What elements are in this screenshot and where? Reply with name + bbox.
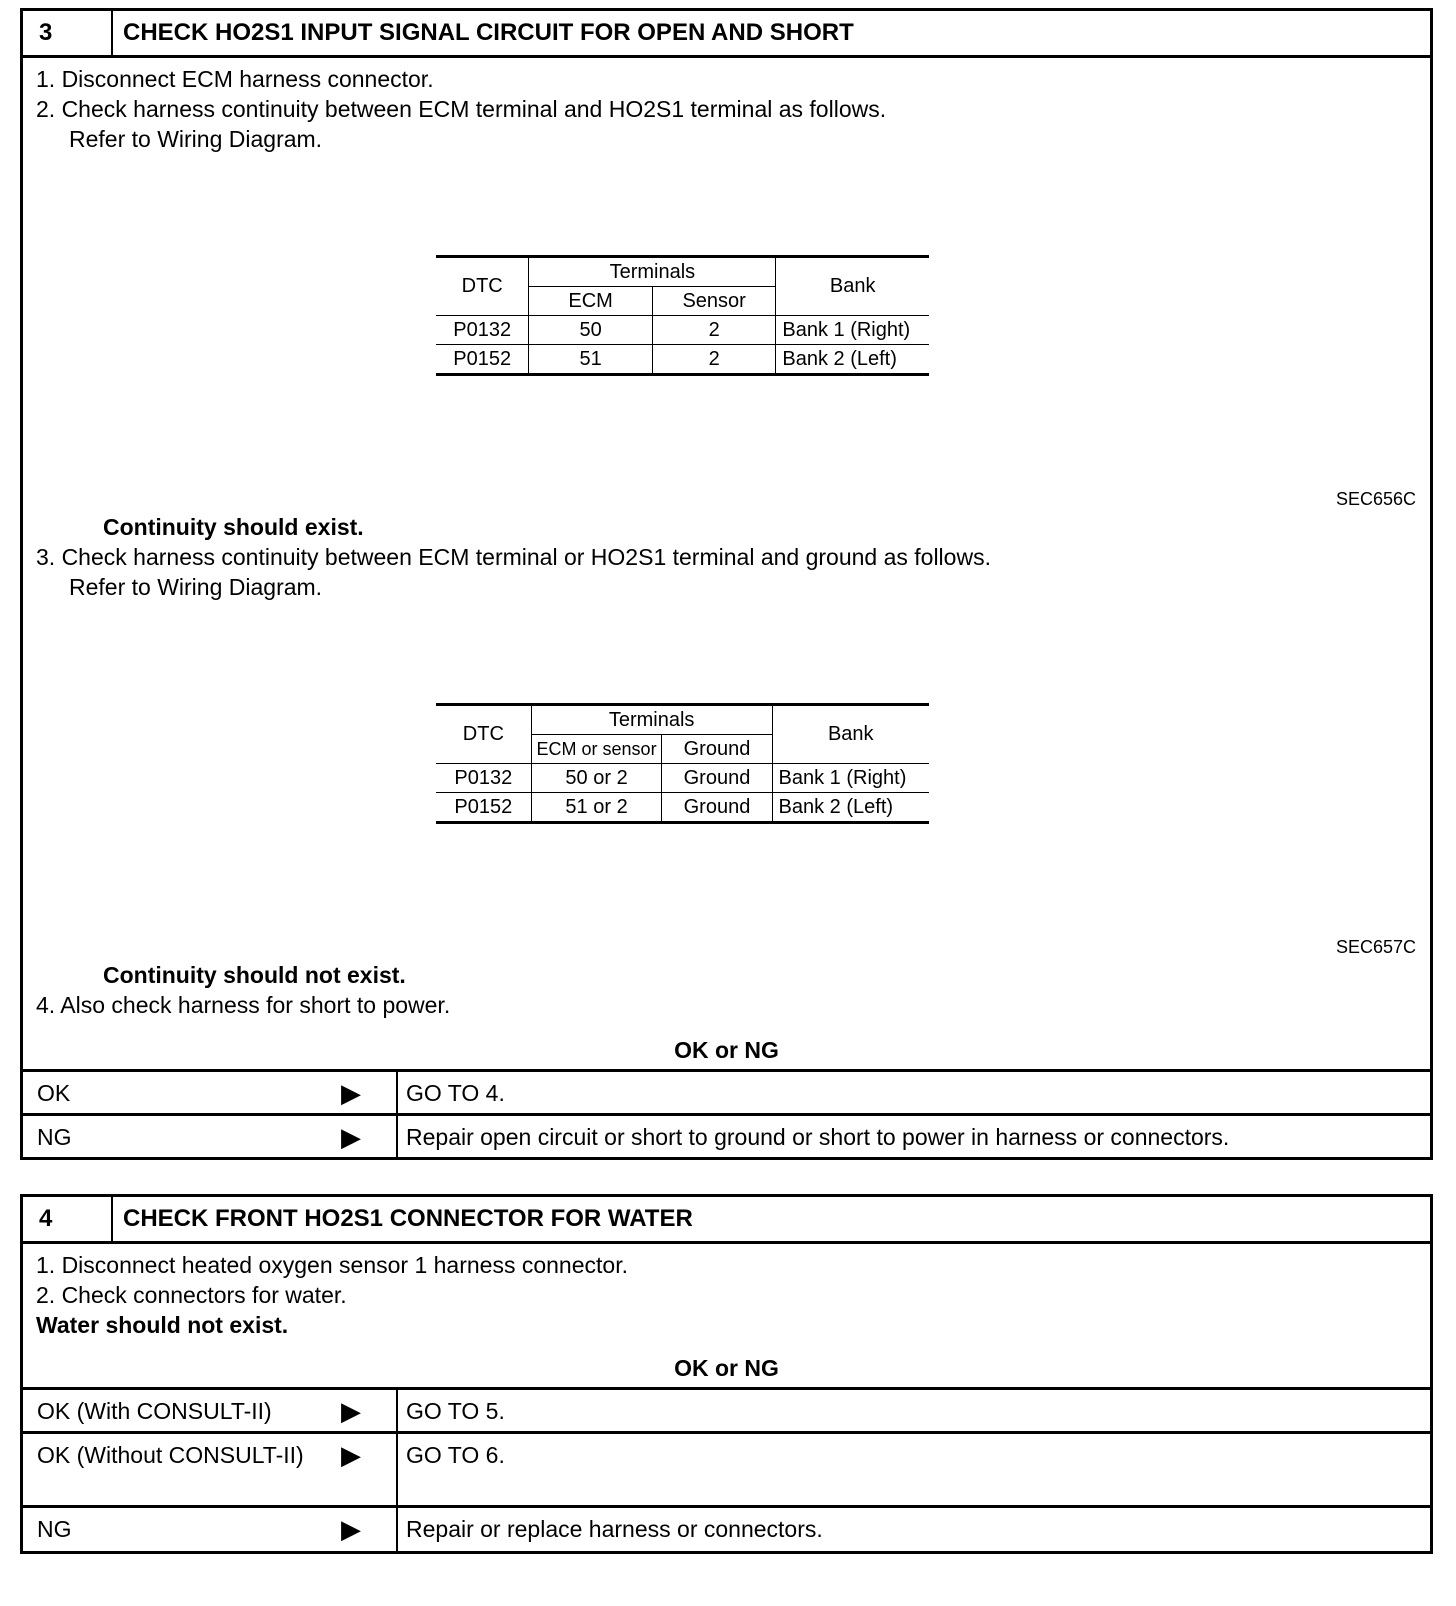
table-row	[436, 793, 929, 823]
t1-header-sensor: Sensor	[652, 287, 776, 316]
t2-term: 51 or 2	[531, 793, 662, 823]
t2-bank: Bank 2 (Left)	[772, 793, 929, 823]
t1-sensor: 2	[652, 345, 776, 375]
figure-ref-1: SEC656C	[1335, 489, 1416, 509]
step4-result: Water should not exist.	[36, 1312, 289, 1338]
step3-result2: Continuity should not exist.	[103, 962, 406, 988]
t1-bank: Bank 2 (Left)	[776, 345, 929, 375]
step3-header	[23, 11, 1430, 58]
t2-term: 50 or 2	[531, 764, 662, 793]
figure-ref-2: SEC657C	[1335, 937, 1416, 957]
t2-header-ecm-or-sensor: ECM or sensor	[531, 735, 662, 764]
outcome-action: Repair open circuit or short to ground or short to power in harness or connectors.	[396, 1116, 1430, 1157]
t2-header-terminals: Terminals	[531, 705, 772, 735]
t1-dtc: P0132	[436, 316, 529, 345]
step3-okng-heading: OK or NG	[674, 1037, 779, 1063]
t2-header-bank: Bank	[772, 705, 929, 764]
step4-box	[20, 1194, 1433, 1554]
step3-line3: 3. Check harness continuity between ECM terminal or HO2S1 terminal and ground as follows.	[36, 544, 991, 570]
step4-outcome-ok-without	[23, 1431, 1430, 1505]
step3-result1: Continuity should exist.	[103, 514, 364, 540]
arrow-right-icon: ▶	[341, 1396, 361, 1426]
arrow-right-icon: ▶	[341, 1078, 361, 1108]
continuity-table-2	[436, 703, 929, 824]
step3-line1: 1. Disconnect ECM harness connector.	[36, 66, 434, 92]
step4-line1: 1. Disconnect heated oxygen sensor 1 harness connector.	[36, 1252, 628, 1278]
t1-header-bank: Bank	[776, 257, 929, 316]
step3-line3b: Refer to Wiring Diagram.	[69, 574, 323, 600]
t2-ground: Ground	[662, 764, 772, 793]
outcome-action: GO TO 6.	[396, 1434, 1430, 1505]
t2-ground: Ground	[662, 793, 772, 823]
t1-sensor: 2	[652, 316, 776, 345]
outcome-result: OK (Without CONSULT-II)	[37, 1442, 304, 1468]
t1-bank: Bank 1 (Right)	[776, 316, 929, 345]
arrow-right-icon: ▶	[341, 1514, 361, 1544]
outcome-result: NG	[37, 1124, 72, 1150]
step3-line4: 4. Also check harness for short to power.	[36, 992, 451, 1018]
step4-outcome-ok-with	[23, 1387, 1430, 1431]
outcome-result: OK (With CONSULT-II)	[37, 1398, 272, 1424]
t1-header-ecm: ECM	[529, 287, 653, 316]
t2-header-ground: Ground	[662, 735, 772, 764]
step4-header	[23, 1197, 1430, 1244]
arrow-right-icon: ▶	[341, 1122, 361, 1152]
step3-title: CHECK HO2S1 INPUT SIGNAL CIRCUIT FOR OPEN AND SHORT	[123, 19, 854, 46]
outcome-result: NG	[37, 1516, 72, 1542]
arrow-right-icon: ▶	[341, 1440, 361, 1470]
step4-outcome-ng	[23, 1505, 1430, 1551]
outcome-action: GO TO 4.	[396, 1072, 1430, 1113]
outcome-action: GO TO 5.	[396, 1390, 1430, 1431]
t1-header-terminals: Terminals	[529, 257, 776, 287]
step3-box	[20, 8, 1433, 1160]
t1-ecm: 50	[529, 316, 653, 345]
step3-line2b: Refer to Wiring Diagram.	[69, 126, 323, 152]
step4-number: 4	[23, 1197, 113, 1241]
step3-outcome-ng	[23, 1113, 1430, 1157]
t1-dtc: P0152	[436, 345, 529, 375]
t2-dtc: P0152	[436, 793, 531, 823]
step4-line2: 2. Check connectors for water.	[36, 1282, 347, 1308]
step3-outcome-ok	[23, 1069, 1430, 1113]
step4-okng-heading: OK or NG	[674, 1355, 779, 1381]
step4-title: CHECK FRONT HO2S1 CONNECTOR FOR WATER	[123, 1205, 693, 1232]
continuity-table-1	[436, 255, 929, 376]
step3-line2: 2. Check harness continuity between ECM terminal and HO2S1 terminal as follows.	[36, 96, 887, 122]
t2-header-dtc: DTC	[436, 705, 531, 764]
table-row	[436, 345, 929, 375]
table-row	[436, 316, 929, 345]
t2-dtc: P0132	[436, 764, 531, 793]
outcome-result: OK	[37, 1080, 71, 1106]
step3-number: 3	[23, 11, 113, 55]
t1-header-dtc: DTC	[436, 257, 529, 316]
table-row	[436, 764, 929, 793]
t2-bank: Bank 1 (Right)	[772, 764, 929, 793]
t1-ecm: 51	[529, 345, 653, 375]
outcome-action: Repair or replace harness or connectors.	[396, 1508, 1430, 1551]
